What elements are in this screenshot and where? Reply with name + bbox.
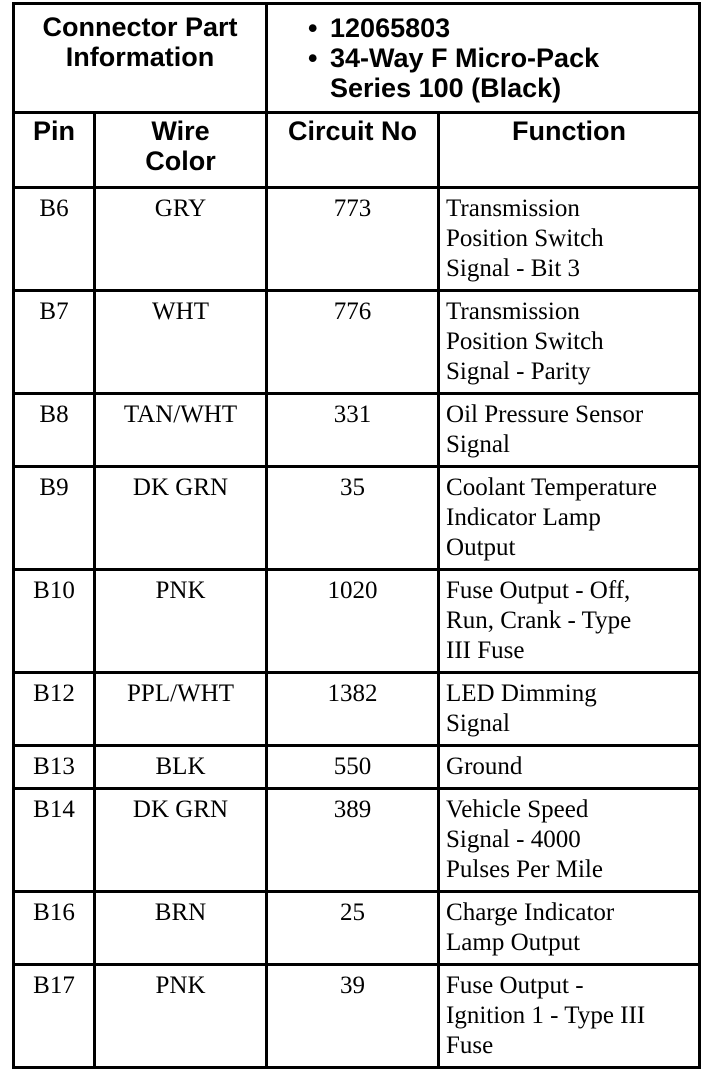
function-cell [439, 394, 700, 467]
connector-table [12, 2, 701, 1069]
circuit-no-cell: 550 [267, 746, 439, 789]
function-line: Fuse [446, 1032, 494, 1059]
connector-part-info [267, 4, 700, 113]
function-line: Lamp Output [446, 929, 581, 956]
connector-description-2: Series 100 (Black) [330, 73, 562, 103]
table-row [14, 570, 700, 673]
function-line: Coolant Temperature [446, 474, 657, 501]
function-cell [439, 570, 700, 673]
table-row [14, 892, 700, 965]
function-line: Transmission [446, 195, 580, 222]
function-cell [439, 673, 700, 746]
function-cell [439, 746, 700, 789]
table-row [14, 965, 700, 1068]
pin-cell: B17 [14, 965, 95, 1068]
circuit-no-cell: 35 [267, 467, 439, 570]
pin-cell: B12 [14, 673, 95, 746]
column-header-function: Function [439, 113, 700, 188]
function-line: Charge Indicator [446, 899, 615, 926]
bullet-icon: • [308, 13, 318, 43]
function-cell [439, 965, 700, 1068]
function-line: Fuse Output - Off, [446, 577, 631, 604]
function-line: Pulses Per Mile [446, 856, 603, 883]
column-header-wire-color-text: Wire Color [145, 116, 216, 176]
pin-cell: B10 [14, 570, 95, 673]
bullet-icon: • [308, 43, 318, 73]
function-line: Output [446, 534, 516, 561]
pin-cell: B14 [14, 789, 95, 892]
column-header-wire-color [95, 113, 267, 188]
function-line: Signal [446, 431, 510, 458]
function-line: Vehicle Speed [446, 796, 589, 823]
function-cell [439, 892, 700, 965]
part-number: 12065803 [330, 13, 451, 43]
connector-description-1: 34-Way F Micro-Pack [330, 43, 600, 73]
function-cell [439, 789, 700, 892]
column-header-pin: Pin [14, 113, 95, 188]
pin-cell: B16 [14, 892, 95, 965]
table-row [14, 188, 700, 291]
function-cell [439, 467, 700, 570]
table-row [14, 673, 700, 746]
column-header-circuit-no: Circuit No [267, 113, 439, 188]
table-row [14, 746, 700, 789]
circuit-no-cell: 1020 [267, 570, 439, 673]
wire-color-cell: DK GRN [95, 467, 267, 570]
function-line: Transmission [446, 298, 580, 325]
pin-cell: B13 [14, 746, 95, 789]
circuit-no-cell: 776 [267, 291, 439, 394]
circuit-no-cell: 1382 [267, 673, 439, 746]
pin-cell: B7 [14, 291, 95, 394]
wire-color-cell: WHT [95, 291, 267, 394]
wire-color-cell: DK GRN [95, 789, 267, 892]
header-row [14, 4, 700, 113]
function-cell [439, 291, 700, 394]
function-line: Signal - 4000 [446, 826, 581, 853]
circuit-no-cell: 331 [267, 394, 439, 467]
function-line: Indicator Lamp [446, 504, 601, 531]
function-line: Position Switch [446, 328, 604, 355]
description-line [308, 43, 694, 73]
wire-color-cell: BRN [95, 892, 267, 965]
table-row [14, 394, 700, 467]
function-line: Signal [446, 710, 510, 737]
wire-color-cell: GRY [95, 188, 267, 291]
function-line: Signal - Bit 3 [446, 255, 581, 282]
wire-color-cell: TAN/WHT [95, 394, 267, 467]
function-line: Run, Crank - Type [446, 607, 632, 634]
wire-color-cell: BLK [95, 746, 267, 789]
circuit-no-cell: 25 [267, 892, 439, 965]
part-number-line [308, 13, 694, 43]
circuit-no-cell: 773 [267, 188, 439, 291]
function-line: Fuse Output - [446, 972, 584, 999]
function-cell [439, 188, 700, 291]
column-header-row [14, 113, 700, 188]
pin-cell: B8 [14, 394, 95, 467]
connector-table-container [12, 2, 698, 1069]
function-line: Oil Pressure Sensor [446, 401, 644, 428]
function-line: Signal - Parity [446, 358, 591, 385]
function-line: Ground [446, 753, 523, 780]
pin-cell: B6 [14, 188, 95, 291]
wire-color-cell: PNK [95, 965, 267, 1068]
circuit-no-cell: 39 [267, 965, 439, 1068]
wire-color-cell: PPL/WHT [95, 673, 267, 746]
wire-color-cell: PNK [95, 570, 267, 673]
function-line: Position Switch [446, 225, 604, 252]
table-row [14, 789, 700, 892]
pin-cell: B9 [14, 467, 95, 570]
table-row [14, 467, 700, 570]
circuit-no-cell: 389 [267, 789, 439, 892]
function-line: Ignition 1 - Type III [446, 1002, 646, 1029]
connector-part-info-label: Connector Part Information [14, 4, 267, 113]
table-row [14, 291, 700, 394]
function-line: LED Dimming [446, 680, 597, 707]
function-line: III Fuse [446, 637, 525, 664]
